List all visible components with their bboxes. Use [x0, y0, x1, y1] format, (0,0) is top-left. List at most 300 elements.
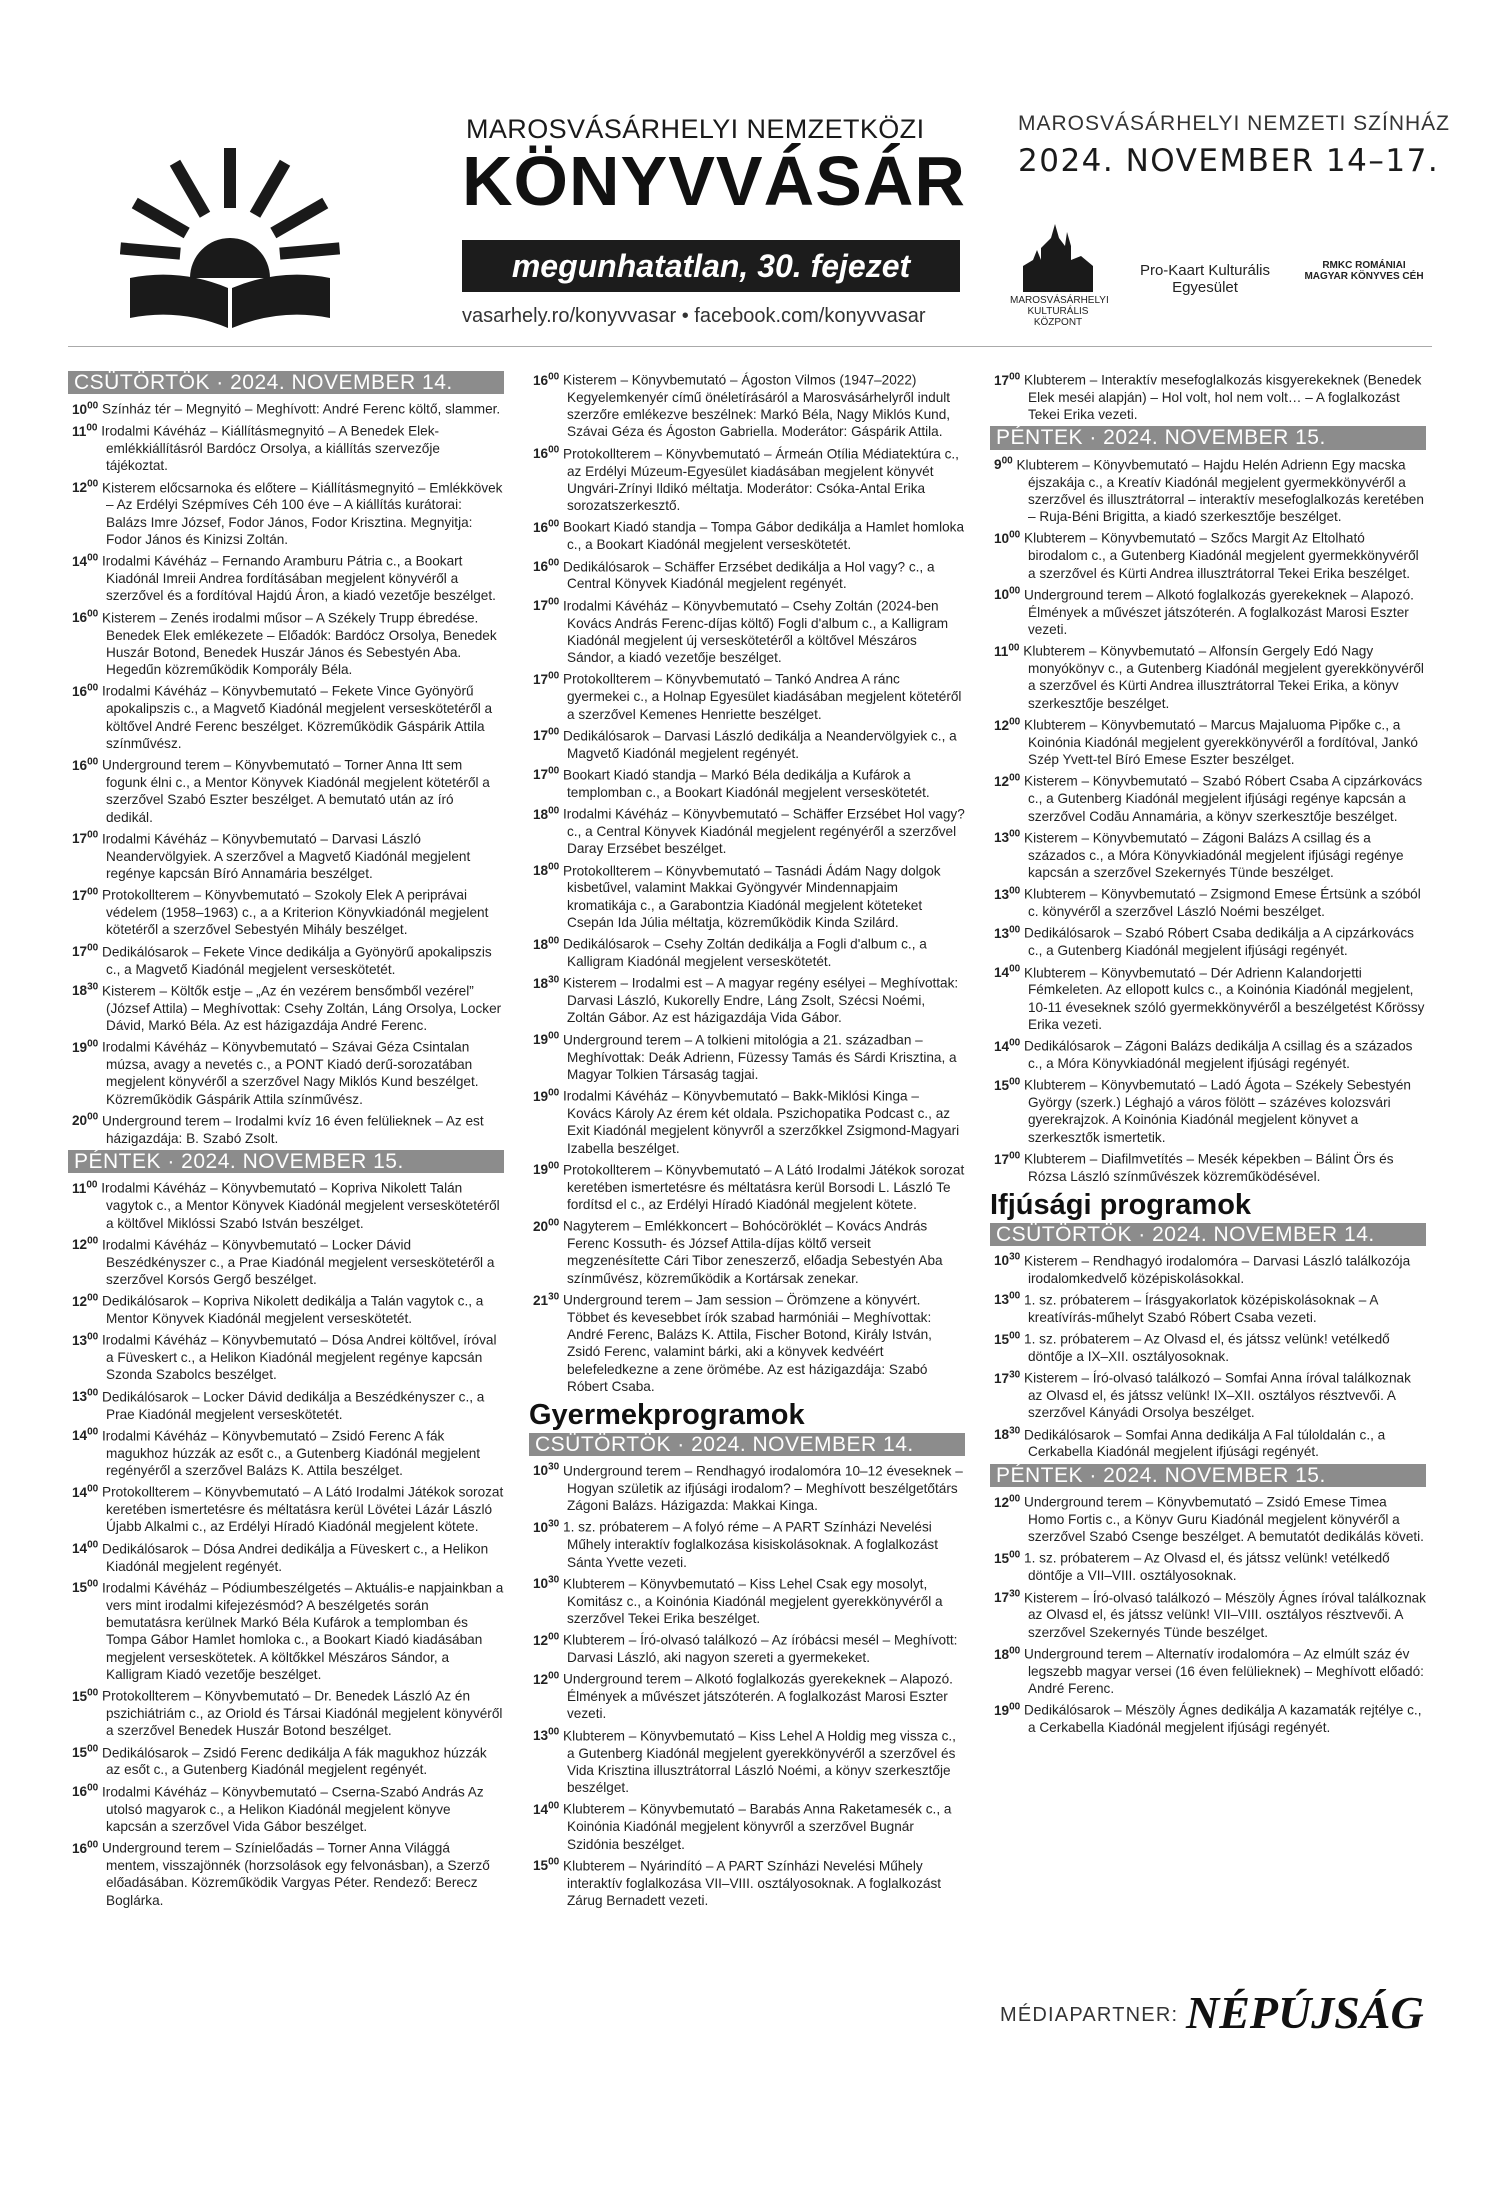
event-minutes: 00 [87, 1782, 99, 1794]
event-time [533, 728, 559, 743]
event-time [72, 1428, 98, 1443]
event-minutes: 00 [87, 1578, 99, 1590]
event-hour: 20 [72, 1113, 88, 1129]
event-time [994, 1152, 1020, 1167]
event-time [72, 1040, 98, 1055]
event-hour: 10 [533, 1463, 549, 1479]
media-partner-label: MÉDIAPARTNER: [1000, 2004, 1179, 2026]
event-hour: 14 [994, 965, 1010, 981]
event-minutes: 00 [548, 670, 560, 682]
event-hour: 10 [72, 401, 88, 417]
event-minutes: 00 [1009, 1290, 1021, 1302]
event-time [533, 1858, 559, 1873]
program-event [72, 549, 504, 604]
event-hour: 17 [533, 728, 549, 744]
program-event [994, 1423, 1426, 1461]
event-hour: 19 [533, 1032, 549, 1048]
event-time [533, 807, 559, 822]
event-hour: 9 [994, 457, 1002, 473]
program-event [72, 827, 504, 882]
event-time [72, 1485, 98, 1500]
program-event [994, 583, 1426, 638]
fair-subtitle: MAROSVÁSÁRHELYI NEMZETKÖZI [466, 114, 925, 144]
event-time [72, 758, 98, 773]
event-text: Klubterem – Író-olvasó találkozó – Az íróbácsi mesél – Meghívott: Darvasi László, aki nagyon szereti a gyermekeket. [563, 1632, 958, 1666]
section-title: Ifjúsági programok [990, 1189, 1252, 1222]
event-minutes: 00 [87, 1038, 99, 1050]
event-text: Irodalmi Kávéház – Fernando Aramburu Pátria c., a Bookart Kiadónál Imreii Andrea fordításában megjelent könyvéről a szerzővel és a fordítóval Hajdú Áron, a kiadó vezetője beszélget. [102, 553, 496, 604]
web-links[interactable]: vasarhely.ro/konyvvasar • facebook.com/konyvvasar [462, 305, 926, 327]
event-hour: 15 [994, 1550, 1010, 1566]
event-hour: 16 [72, 610, 88, 626]
event-minutes: 00 [1009, 585, 1021, 597]
event-time [72, 1745, 98, 1760]
partner-logo-kulturalis-kozpont: MAROSVÁSÁRHELYI KULTURÁLIS KÖZPONT [1010, 220, 1106, 328]
event-text: Protokollterem – Könyvbemutató – A Látó Irodalmi Játékok sorozat keretében ismertetésre és méltatásra kerül Borsodi L. László Te fordítsd el c., az Erdélyi Híradó Kiadónál megjelent kötete. [563, 1162, 965, 1213]
event-minutes: 00 [87, 829, 99, 841]
event-minutes: 00 [1008, 642, 1020, 654]
program-event [533, 1797, 965, 1852]
event-minutes: 00 [548, 596, 560, 608]
event-time [72, 888, 98, 903]
program-event [533, 1572, 965, 1627]
event-minutes: 00 [1009, 1330, 1021, 1342]
event-time [994, 965, 1020, 980]
event-minutes: 00 [548, 371, 560, 382]
event-hour: 18 [533, 975, 549, 991]
program-event [72, 679, 504, 752]
event-hour: 19 [994, 1702, 1010, 1718]
event-time [72, 684, 98, 699]
program-event [533, 763, 965, 801]
event-time [72, 1541, 98, 1556]
event-text: Protokollterem – Könyvbemutató – Dr. Benedek László Az én pszichiátriám c., az Oriold és Társai Kiadónál megjelent könyvéről a szerzővel Benedek Huszár Botond beszélget. [102, 1688, 503, 1739]
event-text: Irodalmi Kávéház – Könyvbemutató – Fekete Vince Gyönyörű apokalipszis c., a Magvető Kiadónál megjelent verseskötetéről a költővel André Ferenc beszélget. Közreműködik Gáspárik Attila színművész. [102, 683, 493, 751]
section-title: Gyermekprogramok [529, 1399, 805, 1432]
event-minutes: 00 [87, 1539, 99, 1551]
event-hour: 14 [72, 1428, 88, 1444]
event-text: Kisterem – Könyvbemutató – Szabó Róbert Csaba A cipzárkovács c., a Gutenberg Kiadónál megjelent ifjúsági regénye kapcsán a szerzővel Codău Annamária, a könyv szerkesztője beszélget. [1024, 773, 1423, 824]
program-event [994, 639, 1426, 712]
event-hour: 18 [533, 936, 549, 952]
event-minutes: 00 [86, 422, 98, 434]
event-minutes: 00 [87, 552, 99, 564]
event-time [533, 1463, 559, 1478]
program-event [72, 1385, 504, 1423]
event-hour: 13 [994, 886, 1010, 902]
event-text: Underground terem – Könyvbemutató – Torner Anna Itt sem fogunk élni c., a Mentor Könyvek Kiadónál megjelent kötetéről a szerzővel Szabó Eszter beszélget. A bemutató után az író dedikál. [102, 757, 490, 825]
program-event [994, 1073, 1426, 1146]
event-hour: 13 [994, 830, 1010, 846]
event-minutes: 00 [1009, 529, 1021, 541]
program-event [994, 961, 1426, 1034]
event-text: Irodalmi Kávéház – Könyvbemutató – Zsidó Ferenc A fák magukhoz húzzák az esőt c., a Gutenberg Kiadónál megjelent regényéről a szerzővel Balázs K. Attila beszélget. [102, 1428, 481, 1479]
event-minutes: 00 [1009, 1549, 1021, 1561]
event-text: Kisterem – Könyvbemutató – Zágoni Balázs A csillag és a százados c., a Móra Könyvkiadónál megjelent ifjúsági regénye kapcsán a szerzővel Szekernyés Tünde beszélget. [1024, 830, 1404, 880]
program-event [72, 753, 504, 826]
event-text: Kisterem – Könyvbemutató – Ágoston Vilmos (1947–2022) Kegyelemkenyér című önéletírásáról a Marosvásárhelyről indult szerzőre emlékezve beszélnek: Markó Béla, Nagy Miklós Kund, Szávai Géza és Ágoston Gabriella. Moderátor: Gáspárik Attila. [563, 372, 951, 440]
event-time [533, 1293, 559, 1308]
event-hour: 10 [533, 1576, 549, 1592]
event-minutes: 00 [1009, 1493, 1021, 1505]
event-text: Klubterem – Könyvbemutató – Zsigmond Emese Értsünk a szóból c. könyvéről a szerzővel László Noémi beszélget. [1024, 886, 1421, 920]
event-hour: 12 [994, 773, 1010, 789]
program-event [72, 419, 504, 474]
event-time [994, 1292, 1020, 1307]
event-hour: 13 [533, 1728, 549, 1744]
event-text: Dedikálósarok – Csehy Zoltán dedikálja a Fogli d'album c., a Kalligram Kiadónál megjelent verseskötetét. [563, 936, 927, 970]
day-header: PÉNTEK · 2024. NOVEMBER 15. [68, 1150, 504, 1173]
event-hour: 14 [72, 553, 88, 569]
fair-title: KÖNYVVÁSÁR [462, 142, 966, 220]
program-event [994, 713, 1426, 768]
event-text: Protokollterem – Könyvbemutató – Szokoly Elek A periprávai védelem (1958–1963) c., a a Kriterion Könyvkiadónál megjelent kötetéről a szerzővel Sebestyén Mihály beszélget. [102, 887, 489, 938]
event-minutes: 00 [548, 444, 560, 456]
event-time [72, 1113, 98, 1128]
program-event [533, 1854, 965, 1909]
program-event [72, 1537, 504, 1575]
event-minutes: 00 [1009, 1037, 1021, 1049]
event-minutes: 00 [87, 1111, 99, 1123]
event-text: Underground terem – Alkotó foglalkozás gyerekeknek – Alapozó. Élmények a művészet játszóterén. A foglalkozást Marosi Eszter vezeti. [563, 1671, 953, 1722]
day-header: PÉNTEK · 2024. NOVEMBER 15. [990, 426, 1426, 449]
program-event [994, 1034, 1426, 1072]
event-minutes: 00 [548, 765, 560, 777]
program-event [533, 932, 965, 970]
event-text: Klubterem – Könyvbemutató – Hajdu Helén Adrienn Egy macska éjszakája c., a Kreatív Kiadónál megjelent gyermekkönyvéről a szerzővel és illusztrátorral – interaktív mesefoglalkozás keretében – Ruja-Béni Brigitta, a kiadó szerkesztője beszélget. [1016, 457, 1424, 525]
event-text: Klubterem – Könyvbemutató – Ladó Ágota – Székely Sebestyén György (szerk.) Léghajó a város fölött – százéves kolozsvári gyerekrajzok. A Koinónia Kiadónál megjelent könyvet a szerkesztők ismertetik. [1024, 1077, 1411, 1145]
event-time [72, 1841, 98, 1856]
program-event [533, 594, 965, 667]
event-hour: 15 [533, 1858, 549, 1874]
event-time [72, 424, 98, 439]
event-text: Dedikálósarok – Darvasi László dedikálja a Neandervölgyiek c., a Magvető Kiadónál megjelent regényét. [563, 728, 957, 761]
event-minutes: 00 [1009, 885, 1021, 897]
event-text: Bookart Kiadó standja – Markó Béla dedikálja a Kufárok a templomban c., a Bookart Kiadónál megjelent verseskötetét. [563, 767, 930, 800]
event-minutes: 00 [87, 1292, 99, 1304]
event-hour: 16 [72, 757, 88, 773]
event-minutes: 00 [87, 1331, 99, 1343]
event-text: Protokollterem – Könyvbemutató – Ármeán Otília Médiatektúra c., az Erdélyi Múzeum-Egyesület kiadásában megjelent könyvét Ungvári-Zrínyi Ildikó méltatja. Moderátor: Csóka-Antal Erika sorozatszerkesztő. [563, 446, 959, 514]
event-hour: 13 [994, 1292, 1010, 1308]
event-minutes: 00 [548, 1726, 560, 1738]
program-event [72, 1035, 504, 1108]
event-text: Kisterem – Író-olvasó találkozó – Mészöly Ágnes íróval találkoznak az Olvasd el, és játssz velünk! VII–VIII. osztályos résztvevői. A szerzővel Szekernyés Tünde beszélget. [1024, 1590, 1426, 1640]
event-time [72, 1294, 98, 1309]
day-header: CSÜTÖRTÖK · 2024. NOVEMBER 14. [68, 371, 504, 394]
program-event [72, 883, 504, 938]
event-text: Underground terem – Színielőadás – Torner Anna Világgá mentem, visszajönnék (horzsolások egy felvonásban), a Szerző előadásában. Közreműködik Vargyas Péter. Rendező: Berecz Boglárka. [102, 1840, 490, 1908]
program-event [994, 1546, 1426, 1584]
program-event [994, 882, 1426, 920]
event-hour: 18 [533, 863, 549, 879]
event-minutes: 00 [87, 756, 99, 768]
partner-logo-pro-kaart: Pro-Kaart Kulturális Egyesület [1139, 262, 1271, 296]
event-hour: 10 [994, 1253, 1010, 1269]
event-text: Dedikálósarok – Szabó Róbert Csaba dedikálja a A cipzárkovács c., a Gutenberg Kiadónál megjelent ifjúsági regényét. [1024, 925, 1414, 959]
event-time [994, 587, 1020, 602]
event-hour: 12 [533, 1671, 549, 1687]
program-event [72, 1480, 504, 1535]
event-time [994, 1590, 1020, 1605]
program-event [72, 397, 504, 418]
program-column-3 [990, 368, 1426, 1738]
event-hour: 17 [994, 1151, 1010, 1167]
event-time [533, 1032, 559, 1047]
event-minutes: 00 [87, 1426, 99, 1438]
event-hour: 14 [72, 1484, 88, 1500]
event-text: Underground terem – A tolkieni mitológia a 21. században – Meghívottak: Deák Adrienn, Füzessy Tamás és Sárdi Krisztina, a Magyar Tolkien Társaság tagjai. [563, 1032, 957, 1082]
event-minutes: 00 [1009, 1644, 1021, 1656]
venue-name: MAROSVÁSÁRHELYI NEMZETI SZÍNHÁZ [1018, 112, 1450, 135]
header-divider [68, 346, 1432, 347]
event-minutes: 00 [87, 886, 99, 898]
event-hour: 19 [533, 1088, 549, 1104]
program-event [72, 1684, 504, 1739]
event-text: Bookart Kiadó standja – Tompa Gábor dedikálja a Hamlet homloka c., a Bookart Kiadónál megjelent verseskötetét. [563, 519, 965, 553]
event-minutes: 00 [548, 935, 560, 947]
event-text: Irodalmi Kávéház – Könyvbemutató – Csehy Zoltán (2024-ben Kovács András Ferenc-díjas költő) Fogli d'album c., a Kalligram Kiadónál megjelent új verseskötetéről a költővel Mészáros Sándor, a kiadó vezetője beszélget. [563, 598, 949, 666]
event-hour: 11 [994, 643, 1009, 659]
program-event [533, 802, 965, 857]
event-time [533, 976, 559, 991]
event-time [72, 1237, 98, 1252]
program-event [72, 1109, 504, 1147]
event-time [994, 1551, 1020, 1566]
event-time [72, 610, 98, 625]
event-minutes: 30 [548, 1574, 560, 1586]
event-time [72, 1181, 98, 1196]
event-minutes: 00 [1009, 828, 1021, 840]
event-time [994, 457, 1013, 472]
event-text: Klubterem – Könyvbemutató – Kiss Lehel A Holdig meg vissza c., a Gutenberg Kiadónál megjelent gyerekkönyvéről a szerzővel és Vida Krisztina illusztrátorral László Noémi, a könyv szerkesztője beszélget. [563, 1728, 956, 1796]
program-event [533, 1288, 965, 1395]
event-minutes: 00 [87, 608, 99, 620]
event-minutes: 00 [548, 1217, 560, 1229]
event-hour: 11 [72, 423, 87, 439]
event-hour: 17 [994, 1590, 1010, 1606]
event-text: Dedikálósarok – Kopriva Nikolett dedikálja a Talán vagytok c., a Mentor Könyvek Kiadónál megjelent verseskötetét. [102, 1293, 484, 1327]
program-event [994, 1366, 1426, 1421]
event-text: Protokollterem – Könyvbemutató – Tankó Andrea A ránc gyermekei c., a Holnap Egyesület kiadásában megjelent kötetéről a szerzővel Kemenes Henriette beszélget. [563, 671, 962, 722]
event-minutes: 00 [548, 1087, 560, 1099]
program-event [72, 1836, 504, 1909]
program-event [533, 1028, 965, 1083]
event-minutes: 00 [87, 1839, 99, 1851]
program-event [994, 1586, 1426, 1641]
event-minutes: 30 [1009, 1251, 1021, 1263]
event-minutes: 00 [87, 1235, 99, 1247]
program-event [533, 1667, 965, 1722]
event-hour: 16 [533, 519, 549, 535]
event-text: Underground terem – Irodalmi kvíz 16 éven felülieknek – Az est házigazdája: B. Szabó Zsolt. [102, 1113, 484, 1146]
event-text: Irodalmi Kávéház – Pódiumbeszélgetés – Aktuális-e napjainkban a vers mint irodalmi kifejezésmód? A beszélgetés során bemutatásra kerülnek Markó Béla Kufárok a templomban és Tompa Gábor Hamlet homloka c., a Bookart Kiadó kiadásában megjelent verseskötetek. A költőkkel Mészáros Sándor, a Kalligram Kiadó vezetője beszélget. [102, 1580, 504, 1682]
event-minutes: 00 [87, 1483, 99, 1495]
program-event [994, 1642, 1426, 1697]
event-hour: 14 [72, 1541, 88, 1557]
event-time [994, 926, 1020, 941]
event-text: Underground terem – Könyvbemutató – Zsidó Emese Timea Homo Fortis c., a Könyv Guru Kiadónál megjelent könyvéről a szerzővel Szabó Csenge beszélget. A bemutatót dedikálás követi. [1024, 1494, 1424, 1545]
event-minutes: 00 [548, 1030, 560, 1042]
event-time [533, 672, 559, 687]
event-minutes: 00 [1009, 371, 1021, 382]
event-hour: 15 [994, 1077, 1010, 1093]
event-hour: 21 [533, 1292, 549, 1308]
program-event [533, 667, 965, 722]
event-hour: 15 [72, 1580, 88, 1596]
event-time [994, 1253, 1020, 1268]
program-column-1 [68, 368, 504, 1910]
event-hour: 15 [72, 1688, 88, 1704]
event-hour: 16 [533, 559, 549, 575]
program-event [994, 1698, 1426, 1736]
edition-banner: megunhatatlan, 30. fejezet [462, 240, 960, 292]
event-text: Irodalmi Kávéház – Könyvbemutató – Dósa Andrei költővel, íróval a Füveskert c., a Helikon Kiadónál megjelent regénye kapcsán Szonda Szabolcs beszélget. [102, 1332, 497, 1383]
event-time [72, 1784, 98, 1799]
program-event [994, 368, 1426, 423]
event-hour: 15 [994, 1331, 1010, 1347]
program-event [72, 1424, 504, 1479]
day-header: CSÜTÖRTÖK · 2024. NOVEMBER 14. [990, 1223, 1426, 1246]
event-time [533, 1219, 559, 1234]
event-minutes: 00 [1009, 1701, 1021, 1713]
event-minutes: 30 [548, 974, 560, 986]
event-time [994, 718, 1020, 733]
event-text: Klubterem – Könyvbemutató – Barabás Anna Raketamesék c., a Koinónia Kiadónál megjelent könyvről a szerzővel Bugnár Szidónia beszélget. [563, 1802, 952, 1852]
event-text: Klubterem – Interaktív mesefoglalkozás kisgyerekeknek (Benedek Elek meséi alapján) – Hol volt, hol nem volt… – A foglalkozást Tekei Erika vezeti. [1024, 372, 1422, 423]
program-event [72, 1328, 504, 1383]
event-text: Irodalmi Kávéház – Kiállításmegnyitó – A Benedek Elek-emlékkiállításról Bardócz Orsolya, a kiállítás szervezője tájékoztat. [101, 423, 440, 474]
program-event [994, 1327, 1426, 1365]
event-time [533, 446, 559, 461]
event-time [994, 1332, 1020, 1347]
event-time [994, 1371, 1020, 1386]
program-event [533, 971, 965, 1026]
event-minutes: 00 [87, 682, 99, 694]
program-event [72, 606, 504, 679]
event-text: Underground terem – Alkotó foglalkozás gyerekeknek – Alapozó. Élmények a művészet játszóterén. A foglalkozást Marosi Eszter vezeti. [1024, 587, 1414, 637]
event-time [533, 520, 559, 535]
event-minutes: 00 [548, 1160, 560, 1172]
event-time [994, 1427, 1020, 1442]
program-event [994, 1288, 1426, 1326]
event-text: Kisterem – Zenés irodalmi műsor – A Székely Trupp ébredése. Benedek Elek emlékezete – Előadók: Bardócz Orsolya, Benedek Huszár Botond, Benedek Huszár János és Sebestyén Aba. Hegedűn közreműködik Komporály Béla. [102, 610, 497, 678]
nepujsag-logo: NÉPÚJSÁG [1186, 1987, 1424, 2038]
event-hour: 17 [72, 944, 88, 960]
event-text: Dedikálósarok – Locker Dávid dedikálja a Beszédkényszer c., a Prae Kiadónál megjelent verseskötetét. [102, 1389, 485, 1422]
event-time [533, 598, 559, 613]
event-hour: 16 [72, 1784, 88, 1800]
event-time [994, 830, 1020, 845]
event-hour: 13 [72, 1332, 88, 1348]
event-time [533, 373, 559, 388]
event-time [72, 480, 98, 495]
event-minutes: 00 [1009, 772, 1021, 784]
event-minutes: 00 [548, 726, 560, 738]
event-hour: 19 [72, 1039, 88, 1055]
event-hour: 15 [72, 1745, 88, 1761]
event-hour: 12 [72, 480, 88, 496]
program-event [72, 979, 504, 1034]
event-text: 1. sz. próbaterem – Az Olvasd el, és játssz velünk! vetélkedő döntője a IX–XII. osztályosoknak. [1024, 1331, 1390, 1364]
event-hour: 13 [72, 1389, 88, 1405]
event-hour: 16 [533, 372, 549, 388]
program-event [533, 1628, 965, 1666]
event-time [994, 1703, 1020, 1718]
event-time [994, 887, 1020, 902]
event-time [72, 554, 98, 569]
program-column-2 [529, 368, 965, 1910]
event-minutes: 00 [86, 1179, 98, 1191]
event-text: Klubterem – Könyvbemutató – Kiss Lehel Csak egy mosolyt, Komitász c., a Koinónia Kiadónál megjelent gyerekkönyvéről a szerzővel Tekei Erika beszélget. [563, 1576, 943, 1626]
event-time [533, 937, 559, 952]
program-event [533, 724, 965, 762]
event-time [533, 767, 559, 782]
event-text: Dedikálósarok – Schäffer Erzsébet dedikálja a Hol vagy? c., a Central Könyvek Kiadónál megjelent regényét. [563, 559, 935, 592]
event-time [533, 1162, 559, 1177]
program-event [533, 1724, 965, 1797]
program-event [994, 453, 1426, 526]
event-hour: 17 [533, 671, 549, 687]
event-hour: 12 [994, 1494, 1010, 1510]
event-text: Klubterem – Nyárindító – A PART Színházi Nevelési Műhely interaktív foglalkozása VII–VIII. osztályosoknak. A foglalkozást Zárug Bernadett vezeti. [563, 1858, 942, 1909]
event-text: Irodalmi Kávéház – Könyvbemutató – Kopriva Nikolett Talán vagytok c., a Mentor Könyvek Kiadónál megjelent verseskötetéről a költővel Miklóssi Szabó István beszélget. [101, 1180, 500, 1231]
event-hour: 20 [533, 1218, 549, 1234]
event-hour: 12 [72, 1293, 88, 1309]
event-time [533, 1728, 559, 1743]
event-text: Dedikálósarok – Dósa Andrei dedikálja a Füveskert c., a Helikon Kiadónál megjelent regényét. [102, 1541, 489, 1574]
program-event [533, 1158, 965, 1213]
event-hour: 16 [72, 683, 88, 699]
event-text: Protokollterem – Könyvbemutató – A Látó Irodalmi Játékok sorozat keretében ismertetésre és méltatásra kerül Lövétei Lázár László Újabb Alkalmi c., az Erdélyi Híradó Kiadónál megjelent kötete. [102, 1484, 504, 1535]
event-hour: 18 [994, 1427, 1010, 1443]
program-event [72, 1741, 504, 1779]
event-text: Kisterem – Író-olvasó találkozó – Somfai Anna íróval találkoznak az Olvasd el, és játssz velünk! IX–XII. osztályos résztvevői. A szerzővel Kányádi Orsolya beszélget. [1024, 1370, 1411, 1421]
program-event [994, 1490, 1426, 1545]
event-minutes: 00 [548, 805, 560, 817]
program-event [533, 442, 965, 515]
event-text: Nagyterem – Emlékkoncert – Bohócöröklét – Kovács András Ferenc Kossuth- és József Attila-díjas költő verseit megzenésítette Cári Tibor zeneszerző, előadja Sebestyén Aba színművész, közreműködik a Kortársak zenekar. [563, 1218, 943, 1286]
event-hour: 16 [72, 1840, 88, 1856]
event-text: Dedikálósarok – Fekete Vince dedikálja a Gyönyörű apokalipszis c., a Magvető Kiadónál megjelent verseskötetét. [102, 944, 492, 977]
event-time [533, 559, 559, 574]
event-text: 1. sz. próbaterem – A folyó réme – A PART Színházi Nevelési Műhely interaktív foglalkozása kisiskolásoknak. A foglalkozást Sánta Yvette vezeti. [563, 1519, 938, 1570]
event-text: 1. sz. próbaterem – Írásgyakorlatok középiskolásoknak – A kreatívírás-műhelyt Szabó Róbert Csaba vezeti. [1024, 1292, 1378, 1325]
event-time [994, 1078, 1020, 1093]
event-minutes: 30 [1009, 1425, 1021, 1437]
event-text: 1. sz. próbaterem – Az Olvasd el, és játssz velünk! vetélkedő döntője a VII–VIII. osztályosoknak. [1024, 1550, 1390, 1584]
event-hour: 18 [72, 983, 88, 999]
event-minutes: 00 [548, 1631, 560, 1643]
program-event [533, 859, 965, 932]
program-event [533, 555, 965, 593]
event-minutes: 00 [1009, 963, 1021, 975]
event-minutes: 00 [1009, 1076, 1021, 1088]
event-hour: 12 [994, 717, 1010, 733]
event-hour: 16 [533, 446, 549, 462]
event-text: Protokollterem – Könyvbemutató – Tasnádi Ádám Nagy dolgok kisbetűvel, valamint Makkai Gyöngyvér Mindennapjaim kromatikája c., a Garabontzia Kiadónál megjelent köteteket Csepán Ida Júlia méltatja, közreműködik Kinda Szilárd. [563, 863, 941, 930]
program-event [994, 526, 1426, 581]
event-text: Klubterem – Könyvbemutató – Alfonsín Gergely Edó Nagy monyókönyv c., a Gutenberg Kiadónál megjelent gyerekkönyvéről a szerzővel és Kürti Andrea illusztrátorral Tekei Erika, a könyv szerkesztője beszélget. [1023, 643, 1424, 711]
event-minutes: 00 [548, 518, 560, 530]
day-header: CSÜTÖRTÖK · 2024. NOVEMBER 14. [529, 1433, 965, 1456]
event-minutes: 00 [1009, 1150, 1021, 1162]
event-text: Underground terem – Alternatív irodalomóra – Az elmúlt száz év legszebb magyar versei (16 éven felülieknek) – Meghívott előadó: André Ferenc. [1024, 1646, 1424, 1697]
event-minutes: 30 [1009, 1369, 1021, 1381]
event-hour: 11 [72, 1180, 87, 1196]
event-hour: 17 [994, 1370, 1010, 1386]
event-time [533, 1520, 559, 1535]
